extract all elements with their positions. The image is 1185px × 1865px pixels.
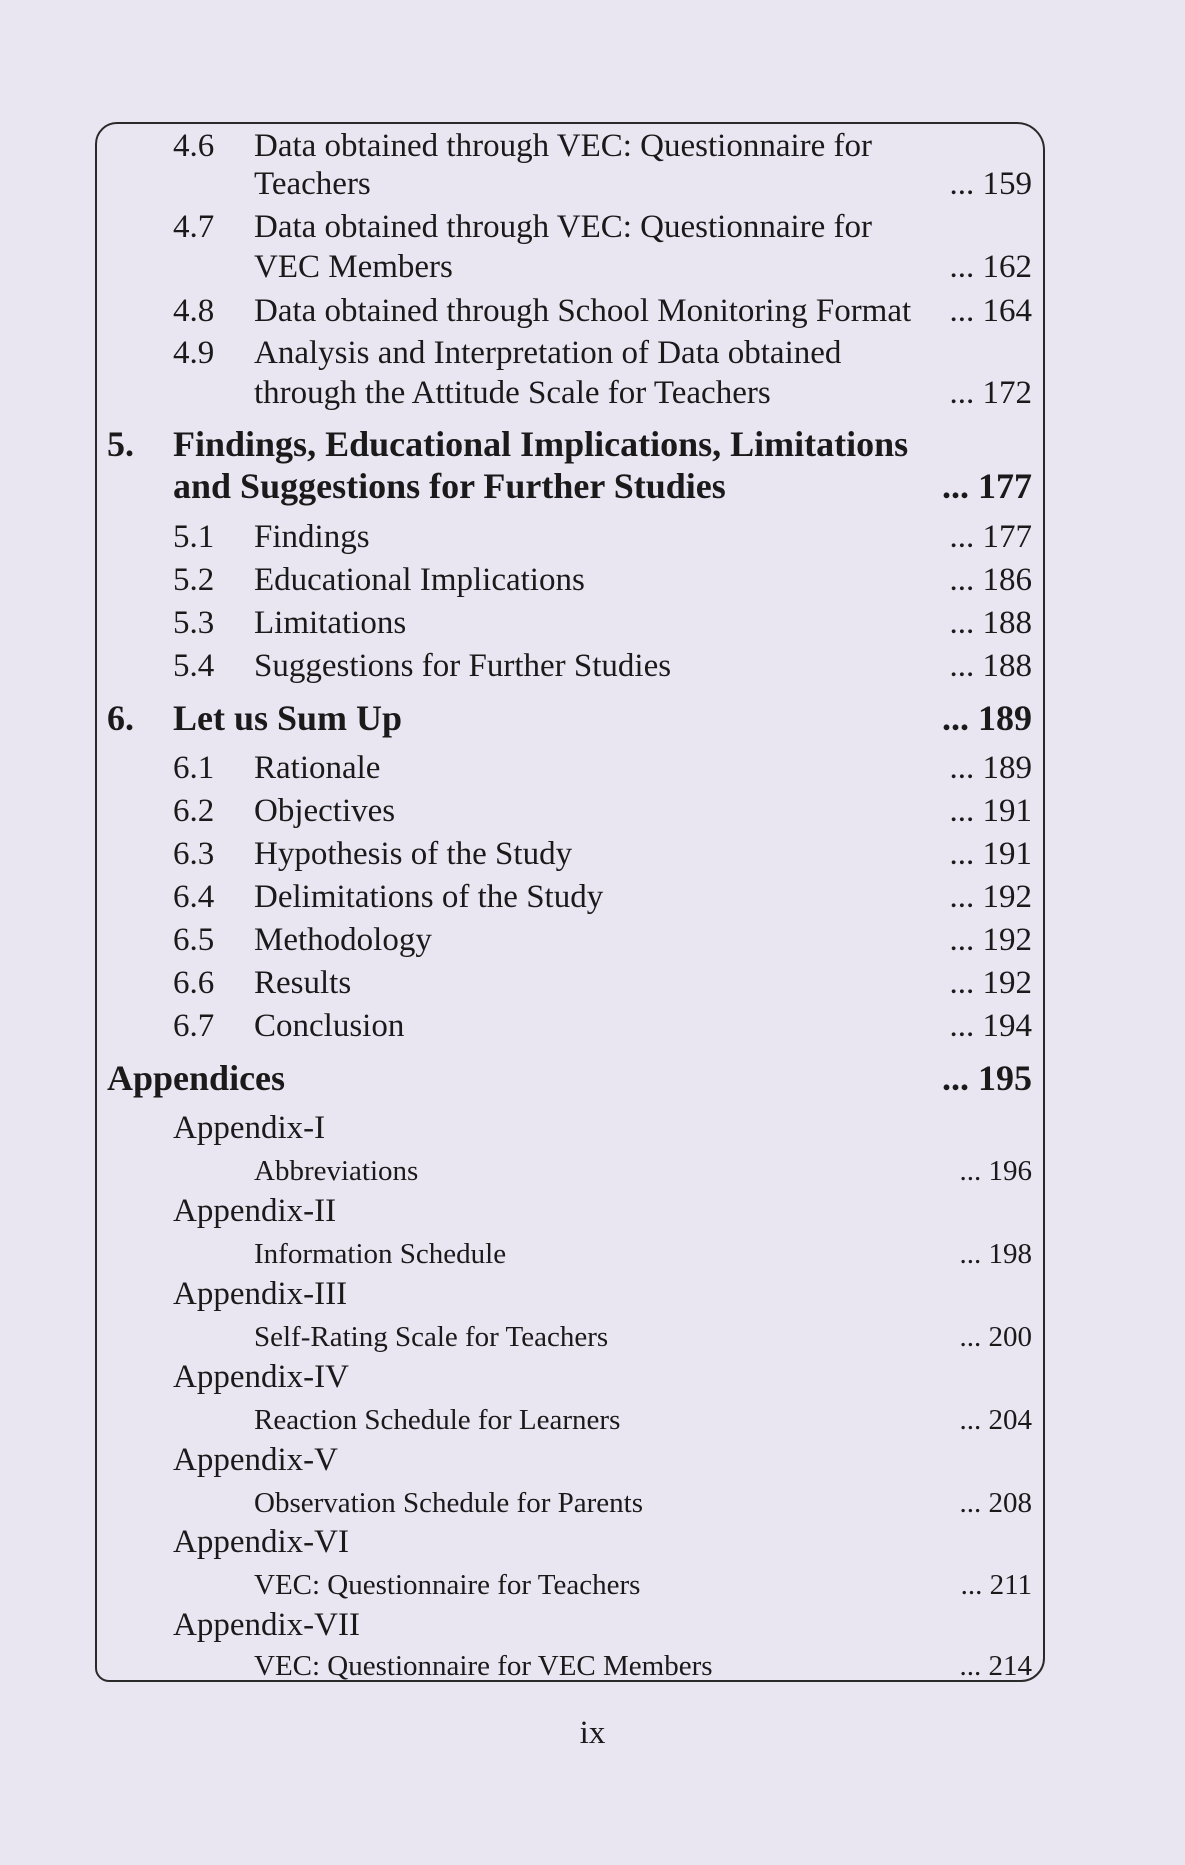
page-ref: ... 196 bbox=[959, 1155, 1032, 1187]
section-number: 5.3 bbox=[173, 605, 215, 641]
section-number: 4.8 bbox=[173, 293, 215, 329]
section-title: Results bbox=[254, 965, 352, 1001]
chapter-number: 6. bbox=[107, 698, 134, 738]
section-title: Educational Implications bbox=[254, 562, 585, 598]
section-title: Data obtained through VEC: Questionnaire for bbox=[254, 209, 872, 245]
appendix-label: Appendix-II bbox=[173, 1193, 337, 1229]
page-ref: ... 192 bbox=[949, 922, 1032, 958]
chapter-number: 5. bbox=[107, 424, 134, 464]
page-ref: ... 195 bbox=[942, 1058, 1032, 1098]
section-title: Suggestions for Further Studies bbox=[254, 648, 672, 684]
page-ref: ... 162 bbox=[949, 249, 1032, 285]
page-ref: ... 172 bbox=[949, 375, 1032, 411]
appendix-title: VEC: Questionnaire for VEC Members bbox=[254, 1650, 713, 1682]
page-ref: ... 177 bbox=[942, 466, 1032, 506]
appendix-title: Self-Rating Scale for Teachers bbox=[254, 1321, 609, 1353]
page-ref: ... 191 bbox=[949, 793, 1032, 829]
section-title: Data obtained through School Monitoring Format bbox=[254, 293, 912, 329]
section-number: 6.4 bbox=[173, 879, 215, 915]
page-number: ix bbox=[579, 1715, 606, 1751]
chapter-title-cont: and Suggestions for Further Studies bbox=[173, 466, 726, 506]
page-ref: ... 194 bbox=[949, 1008, 1032, 1044]
appendix-title: VEC: Questionnaire for Teachers bbox=[254, 1569, 641, 1601]
section-title: Rationale bbox=[254, 750, 381, 786]
section-title: Findings bbox=[254, 519, 370, 555]
page-ref: ... 188 bbox=[949, 648, 1032, 684]
page-ref: ... 200 bbox=[959, 1321, 1032, 1353]
page-ref: ... 159 bbox=[949, 166, 1032, 202]
page-ref: ... 192 bbox=[949, 965, 1032, 1001]
appendix-title: Reaction Schedule for Learners bbox=[254, 1404, 621, 1436]
section-title: Delimitations of the Study bbox=[254, 879, 604, 915]
section-number: 6.7 bbox=[173, 1008, 215, 1044]
section-number: 6.1 bbox=[173, 750, 215, 786]
section-title: Objectives bbox=[254, 793, 396, 829]
section-number: 4.6 bbox=[173, 128, 215, 164]
section-title: Data obtained through VEC: Questionnaire for bbox=[254, 128, 872, 164]
section-number: 5.4 bbox=[173, 648, 215, 684]
page-ref: ... 208 bbox=[959, 1487, 1032, 1519]
section-title-cont: VEC Members bbox=[254, 249, 453, 285]
page-ref: ... 189 bbox=[942, 698, 1032, 738]
appendix-label: Appendix-V bbox=[173, 1442, 338, 1478]
page-ref: ... 164 bbox=[949, 293, 1032, 329]
section-title: Methodology bbox=[254, 922, 432, 958]
appendix-label: Appendix-VI bbox=[173, 1524, 349, 1560]
chapter-title: Let us Sum Up bbox=[173, 698, 403, 738]
appendix-label: Appendix-I bbox=[173, 1110, 326, 1146]
page-ref: ... 192 bbox=[949, 879, 1032, 915]
appendix-title: Observation Schedule for Parents bbox=[254, 1487, 643, 1519]
section-number: 5.1 bbox=[173, 519, 215, 555]
section-number: 6.5 bbox=[173, 922, 215, 958]
page-ref: ... 191 bbox=[949, 836, 1032, 872]
section-title: Analysis and Interpretation of Data obtained bbox=[254, 335, 842, 371]
page-ref: ... 211 bbox=[960, 1569, 1032, 1601]
chapter-title: Findings, Educational Implications, Limitations bbox=[173, 424, 909, 464]
section-number: 6.2 bbox=[173, 793, 215, 829]
page-ref: ... 214 bbox=[959, 1650, 1032, 1682]
appendix-title: Abbreviations bbox=[254, 1155, 419, 1187]
appendix-label: Appendix-III bbox=[173, 1276, 348, 1312]
appendices-heading: Appendices bbox=[107, 1058, 286, 1098]
section-number: 4.7 bbox=[173, 209, 215, 245]
page-ref: ... 186 bbox=[949, 562, 1032, 598]
appendix-label: Appendix-VII bbox=[173, 1607, 360, 1643]
appendix-title: Information Schedule bbox=[254, 1238, 507, 1270]
appendix-label: Appendix-IV bbox=[173, 1359, 349, 1395]
page-ref: ... 177 bbox=[949, 519, 1032, 555]
section-number: 6.6 bbox=[173, 965, 215, 1001]
section-number: 4.9 bbox=[173, 335, 215, 371]
section-title: Hypothesis of the Study bbox=[254, 836, 573, 872]
section-title-cont: Teachers bbox=[254, 166, 371, 202]
page-ref: ... 188 bbox=[949, 605, 1032, 641]
section-title: Limitations bbox=[254, 605, 407, 641]
section-title: Conclusion bbox=[254, 1008, 405, 1044]
page-ref: ... 198 bbox=[959, 1238, 1032, 1270]
section-number: 5.2 bbox=[173, 562, 215, 598]
page-ref: ... 204 bbox=[959, 1404, 1032, 1436]
page-ref: ... 189 bbox=[949, 750, 1032, 786]
section-title-cont: through the Attitude Scale for Teachers bbox=[254, 375, 771, 411]
section-number: 6.3 bbox=[173, 836, 215, 872]
